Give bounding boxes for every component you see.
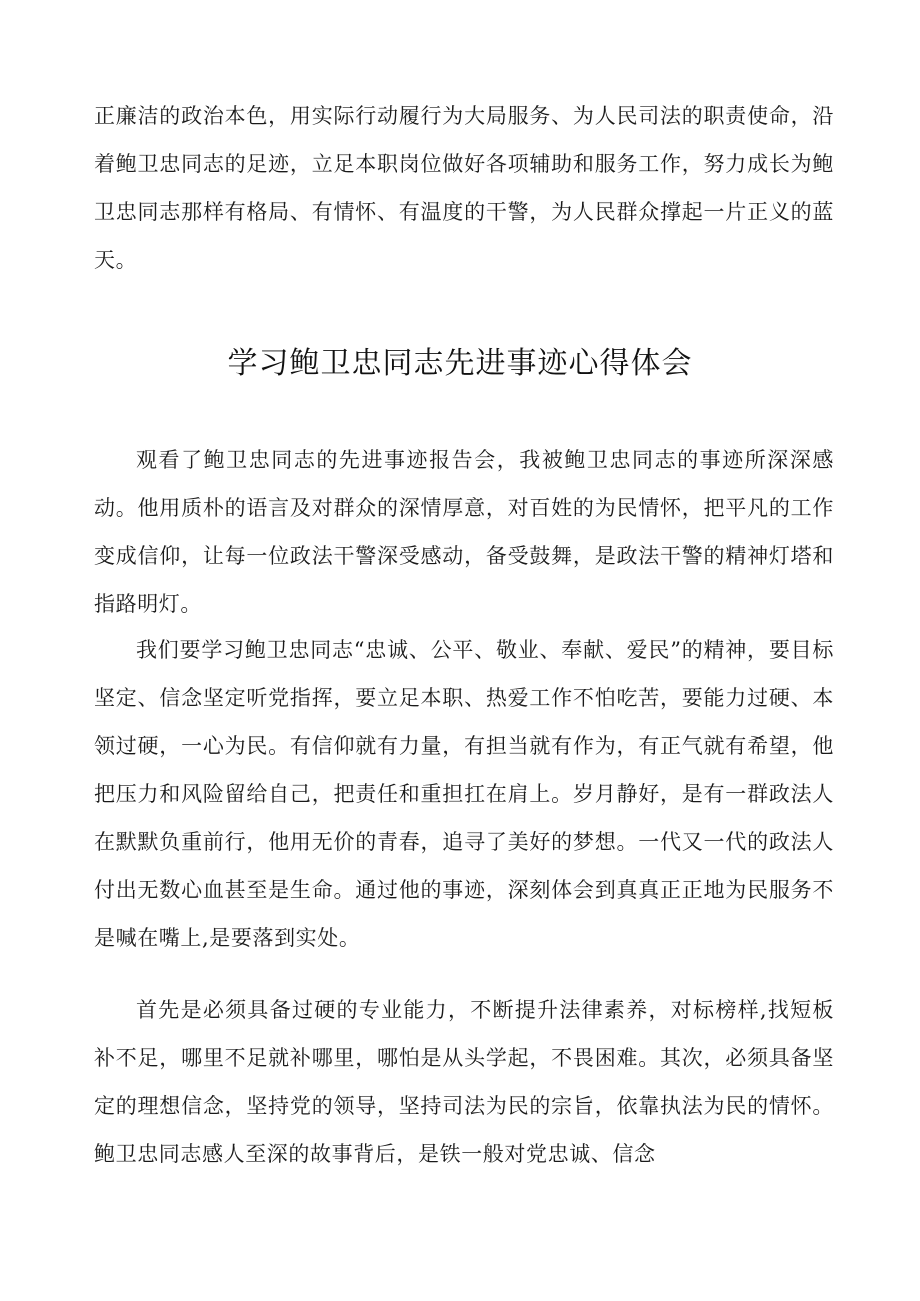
continued-paragraph: 正廉洁的政治本色，用实际行动履行为大局服务、为人民司法的职责使命，沿着鲍卫忠同志的足迹，立足本职岗位做好各项辅助和服务工作，努力成长为鲍卫忠同志那样有格局、有情怀、有温度的干警，为人民群众撑起一片正义的蓝天。 [94, 104, 834, 272]
article-title: 学习鲍卫忠同志先进事迹心得体会 [227, 346, 693, 381]
paragraph-block-2 [94, 626, 834, 962]
paragraph-block-1 [94, 436, 834, 628]
paragraph-block-3 [94, 986, 834, 1178]
continued-paragraph-block [94, 92, 834, 284]
body-paragraph: 首先是必须具备过硬的专业能力，不断提升法律素养，对标榜样,找短板补不足，哪里不足就补哪里，哪怕是从头学起，不畏困难。其次，必须具备坚定的理想信念，坚持党的领导，坚持司法为民的宗旨，依靠执法为民的情怀。鲍卫忠同志感人至深的故事背后，是铁一般对党忠诚、信念 [94, 998, 834, 1166]
body-paragraph: 观看了鲍卫忠同志的先进事迹报告会，我被鲍卫忠同志的事迹所深深感动。他用质朴的语言及对群众的深情厚意，对百姓的为民情怀，把平凡的工作变成信仰，让每一位政法干警深受感动，备受鼓舞，是政法干警的精神灯塔和指路明灯。 [94, 448, 834, 616]
body-paragraph: 我们要学习鲍卫忠同志“忠诚、公平、敬业、奉献、爱民”的精神，要目标坚定、信念坚定听党指挥，要立足本职、热爱工作不怕吃苦，要能力过硬、本领过硬，一心为民。有信仰就有力量，有担当就有作为，有正气就有希望，他把压力和风险留给自己，把责任和重担扛在肩上。岁月静好，是有一群政法人在默默负重前行，他用无价的青春，追寻了美好的梦想。一代又一代的政法人付出无数心血甚至是生命。通过他的事迹，深刻体会到真真正正地为民服务不是喊在嘴上,是要落到实处。 [94, 638, 834, 950]
